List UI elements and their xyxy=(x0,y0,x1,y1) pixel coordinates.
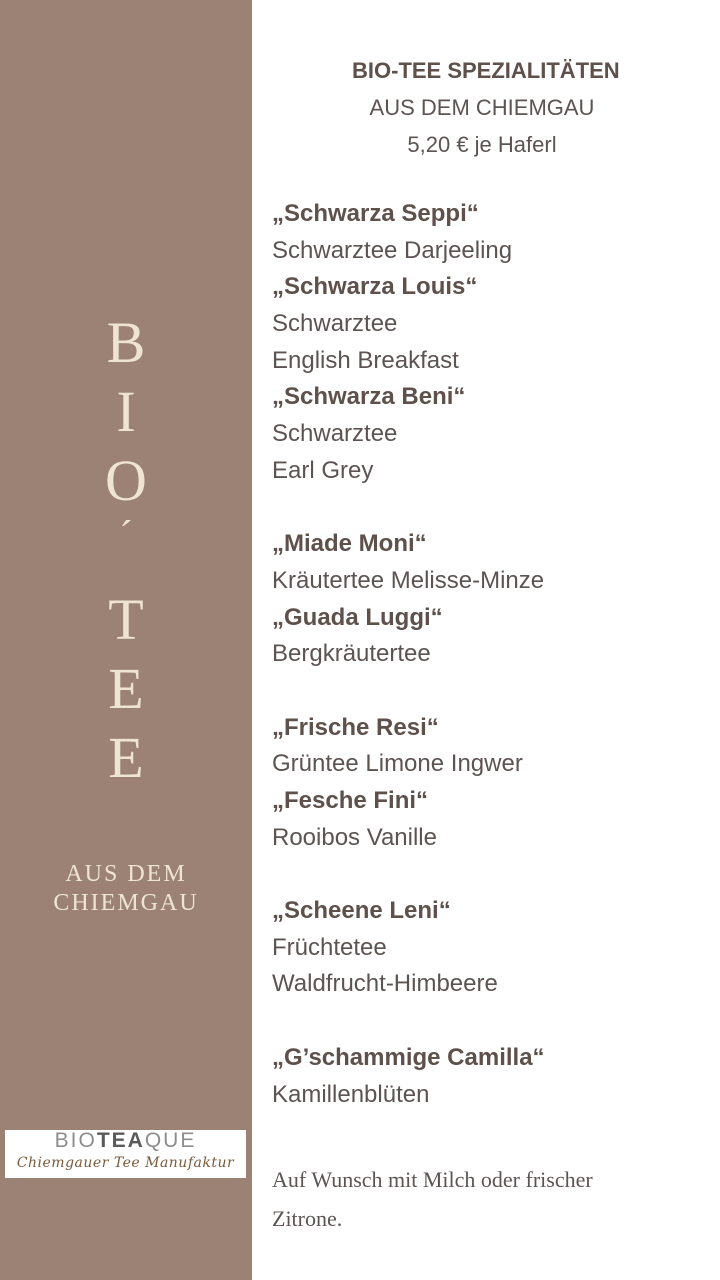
logo-brand xyxy=(5,1130,246,1152)
tea-description: Kräutertee Melisse-Minze xyxy=(272,566,545,594)
sidebar-panel xyxy=(0,0,252,1280)
tea-description: Kamillenblüten xyxy=(272,1080,430,1108)
logo-tagline: Chiemgauer Tee Manufaktur xyxy=(16,1155,235,1171)
logo-brand-suffix: QUE xyxy=(144,1129,197,1152)
tea-description: Waldfrucht-Himbeere xyxy=(272,970,498,998)
tea-name: „Miade Moni“ xyxy=(272,530,427,558)
tea-description: Schwarztee Darjeeling xyxy=(272,236,513,264)
serving-note-line2: Zitrone. xyxy=(272,1206,343,1231)
tea-description: Grüntee Limone Ingwer xyxy=(272,750,523,778)
section-gap xyxy=(272,856,712,893)
vertical-letter-t: T xyxy=(108,587,144,652)
vertical-letter-i: I xyxy=(116,379,136,444)
vertical-letter-e2: E xyxy=(108,725,144,790)
menu-title: BIO-TEE SPEZIALITÄTEN xyxy=(352,58,620,83)
section-gap xyxy=(272,1003,712,1040)
vertical-letter-o: O xyxy=(105,448,147,513)
tea-name: „Scheene Leni“ xyxy=(272,897,451,925)
tea-description: Rooibos Vanille xyxy=(272,823,437,851)
tea-name: „Frische Resi“ xyxy=(272,713,439,741)
tea-name: „Schwarza Beni“ xyxy=(272,383,466,411)
menu-subtitle: AUS DEM CHIEMGAU xyxy=(369,95,595,120)
vertical-letter-b: B xyxy=(106,310,146,375)
sidebar-subtitle-line1: AUS DEM xyxy=(65,861,187,887)
section-gap xyxy=(272,490,712,527)
sidebar-subtitle-line2: CHIEMGAU xyxy=(53,890,199,916)
logo-brand-prefix: BIO xyxy=(54,1129,97,1152)
serving-note xyxy=(272,1160,692,1238)
tea-description: Bergkräutertee xyxy=(272,640,431,668)
bioteaque-logo xyxy=(5,1130,246,1178)
tea-description: Schwarztee xyxy=(272,310,398,338)
tea-description: English Breakfast xyxy=(272,346,459,374)
tea-description: Früchtetee xyxy=(272,933,387,961)
tea-name: „Schwarza Louis“ xyxy=(272,273,478,301)
vertical-letter-e1: E xyxy=(108,656,144,721)
logo-brand-bold: TEA xyxy=(96,1129,145,1152)
tea-list xyxy=(272,196,712,1113)
tea-name: „Schwarza Seppi“ xyxy=(272,200,479,227)
tea-name: „Fesche Fini“ xyxy=(272,787,429,814)
vertical-title xyxy=(0,308,252,792)
vertical-accent: ´ xyxy=(119,512,133,557)
menu-price: 5,20 € je Haferl xyxy=(407,132,557,157)
section-gap xyxy=(272,673,712,710)
sidebar-subtitle xyxy=(0,860,252,918)
serving-note-line1: Auf Wunsch mit Milch oder frischer xyxy=(272,1167,593,1192)
tea-name: „G’schammige Camilla“ xyxy=(272,1043,545,1071)
tea-description: Earl Grey xyxy=(272,456,374,484)
tea-name: „Guada Luggi“ xyxy=(272,603,443,631)
menu-header xyxy=(352,52,620,163)
tea-description: Schwarztee xyxy=(272,420,398,448)
